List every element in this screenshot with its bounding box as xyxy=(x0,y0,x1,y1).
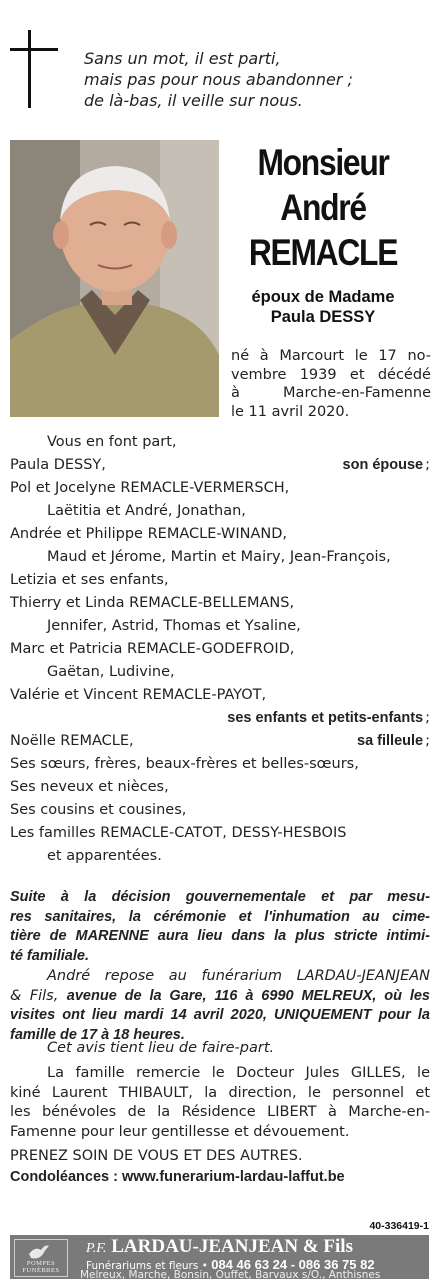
relationship-label: ses enfants et petits-enfants ; xyxy=(227,710,430,726)
title-line: REMACLE xyxy=(248,232,398,273)
family-member: Ses sœurs, frères, beaux-frères et belles-sœurs, xyxy=(10,756,359,772)
condoleances-line: Condoléances : www.funerarium-lardau-laffut.be xyxy=(10,1169,345,1185)
relationship-label: sa filleule ; xyxy=(357,733,430,749)
funeral-home-locations: Melreux, Marche, Bonsin, Ouffet, Barvaux s/O., Anthisnes xyxy=(80,1269,381,1281)
family-row xyxy=(10,638,430,661)
title-line: André xyxy=(280,187,366,228)
verse-line: Sans un mot, il est parti, xyxy=(84,49,281,68)
thanks-paragraph: La famille remercie le Docteur Jules GILLES, le kiné Laurent THIBAULT, la direction, le personnel et les bénévoles de la Résidence LIBERT à Marche-en- Famenne pour leur gentillesse et dévouement. xyxy=(10,1065,430,1140)
family-member: Laëtitia et André, Jonathan, xyxy=(47,503,246,519)
family-member: Jennifer, Astrid, Thomas et Ysaline, xyxy=(47,618,301,634)
birth-line: le 11 avril 2020. xyxy=(231,403,350,420)
relationship-text: ses enfants et petits-enfants xyxy=(227,710,424,726)
family-row xyxy=(10,546,430,569)
family-member: Letizia et ses enfants, xyxy=(10,572,169,588)
funeral-home-logo xyxy=(14,1239,68,1277)
family-row xyxy=(10,523,430,546)
verse-line: de là-bas, il veille sur nous. xyxy=(84,91,303,110)
family-row xyxy=(10,661,430,684)
relationship-text: son épouse xyxy=(342,457,424,473)
family-row xyxy=(10,707,430,730)
family-member: Andrée et Philippe REMACLE-WINAND, xyxy=(10,526,288,542)
family-row xyxy=(10,454,430,477)
family-member: Pol et Jocelyne REMACLE-VERMERSCH, xyxy=(10,480,290,496)
family-row xyxy=(10,776,430,799)
family-member: Noëlle REMACLE, xyxy=(10,733,134,749)
family-row xyxy=(10,431,430,454)
funeral-home-contact: Funérariums et fleurs • 084 46 63 24 - 086 36 75 82 xyxy=(86,1257,375,1272)
family-member: Marc et Patricia REMACLE-GODEFROID, xyxy=(10,641,295,657)
family-row xyxy=(10,753,430,776)
birth-line: à Marche-en-Famenne xyxy=(231,385,431,401)
family-member: Ses neveux et nièces, xyxy=(10,779,169,795)
family-member: Gaëtan, Ludivine, xyxy=(47,664,175,680)
family-row xyxy=(10,730,430,753)
relationship-text: sa filleule xyxy=(357,733,424,749)
logo-text: POMPES FUNÈBRES xyxy=(22,1260,60,1274)
spouse-line: Paula DESSY xyxy=(270,308,376,326)
birth-line: vembre 1939 et décédé xyxy=(231,366,431,383)
funeral-home-name: P.F. LARDAU-JEANJEAN & Fils xyxy=(86,1236,353,1257)
family-row xyxy=(10,477,430,500)
family-list xyxy=(10,431,430,868)
verse-line: mais pas pour nous abandonner ; xyxy=(84,70,353,89)
family-member: Les familles REMACLE-CATOT, DESSY-HESBOIS xyxy=(10,825,347,841)
title-line: Monsieur xyxy=(257,142,389,183)
care-line: PRENEZ SOIN DE VOUS ET DES AUTRES. xyxy=(10,1148,303,1164)
family-member: Paula DESSY, xyxy=(10,457,106,473)
funeral-home-banner xyxy=(10,1235,429,1279)
family-row xyxy=(10,845,430,868)
visit-paragraph: André repose au funérarium LARDAU-JEANJEAN & Fils, avenue de la Gare, 116 à 6990 MELREUX, où les visites ont lieu mardi 14 avril 2020, UNIQUEMENT pour la famille de 17 à 18 heures. xyxy=(10,968,430,1043)
birth-line: né à Marcourt le 17 no- xyxy=(231,348,431,364)
family-row xyxy=(10,500,430,523)
family-member: Maud et Jérome, Martin et Mairy, Jean-François, xyxy=(47,549,391,565)
verse xyxy=(84,48,353,111)
family-member: et apparentées. xyxy=(47,848,162,864)
family-row xyxy=(10,684,430,707)
spouse-line: époux de Madame xyxy=(251,288,395,306)
cross-icon xyxy=(10,30,58,108)
family-row xyxy=(10,592,430,615)
faire-part-line: Cet avis tient lieu de faire-part. xyxy=(47,1040,275,1056)
relationship-label: son épouse ; xyxy=(342,457,430,473)
deceased-name xyxy=(246,140,401,275)
birth-death-info xyxy=(231,347,431,421)
family-row xyxy=(10,822,430,845)
portrait-photo xyxy=(10,140,219,417)
family-member: Vous en font part, xyxy=(47,434,177,450)
family-row xyxy=(10,569,430,592)
family-member: Valérie et Vincent REMACLE-PAYOT, xyxy=(10,687,267,703)
family-row xyxy=(10,615,430,638)
dove-icon xyxy=(27,1242,51,1262)
notice-paragraph: Suite à la décision gouvernementale et par mesu- res sanitaires, la cérémonie et l'inhumation au cime- tière de MARENNE aura lieu dans la plus stricte intimi- té familiale. xyxy=(10,889,430,964)
family-row xyxy=(10,799,430,822)
spouse-info xyxy=(233,287,413,327)
reference-number: 40-336419-1 xyxy=(369,1220,429,1232)
family-member: Ses cousins et cousines, xyxy=(10,802,187,818)
family-member: Thierry et Linda REMACLE-BELLEMANS, xyxy=(10,595,295,611)
